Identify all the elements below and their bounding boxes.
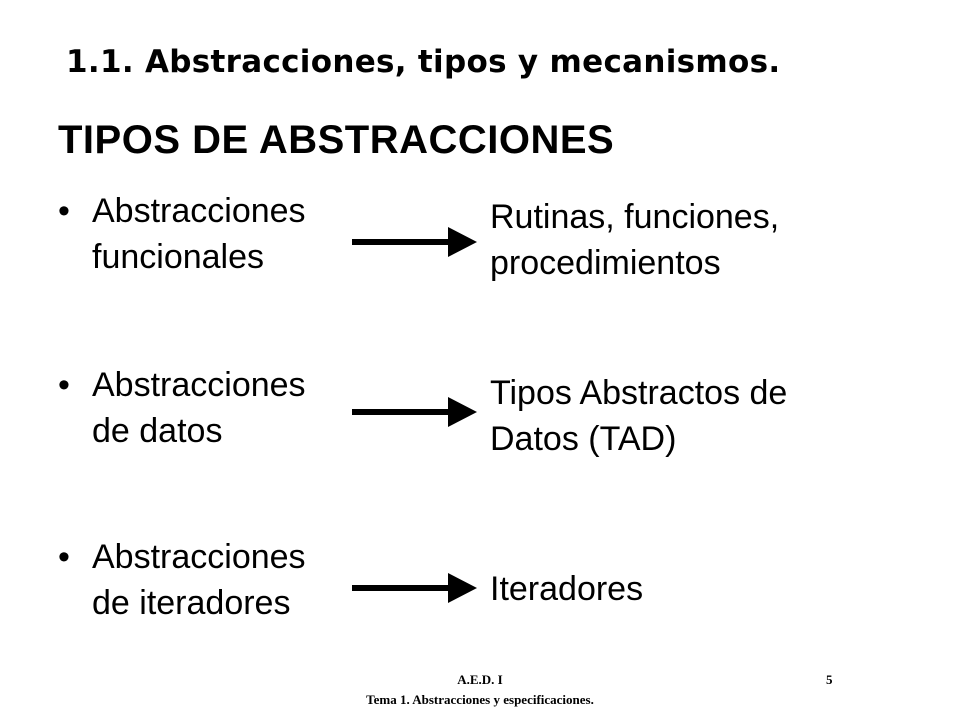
footer-topic: Tema 1. Abstracciones y especificaciones. [366, 692, 594, 707]
abstraction-type-label: Abstracciones funcionales [92, 192, 306, 276]
bullet: • [58, 192, 70, 230]
right-arrow-icon [352, 396, 477, 428]
page-number: 5 [826, 672, 833, 687]
abstraction-mechanism-label: Rutinas, funciones, procedimientos [490, 198, 780, 282]
footer [0, 670, 960, 710]
bullet: • [58, 538, 70, 576]
right-arrow-icon [352, 572, 477, 604]
section-heading: TIPOS DE ABSTRACCIONES [58, 118, 615, 162]
abstraction-type-label: Abstracciones de iteradores [92, 538, 306, 622]
footer-course: A.E.D. I [457, 672, 503, 687]
abstraction-mechanism-label: Iteradores [490, 570, 644, 608]
slide-title: 1.1. Abstracciones, tipos y mecanismos. [66, 44, 781, 80]
right-arrow-icon [352, 226, 477, 258]
abstraction-mechanism-label: Tipos Abstractos de Datos (TAD) [490, 374, 788, 458]
bullet: • [58, 366, 70, 404]
abstraction-type-label: Abstracciones de datos [92, 366, 306, 450]
